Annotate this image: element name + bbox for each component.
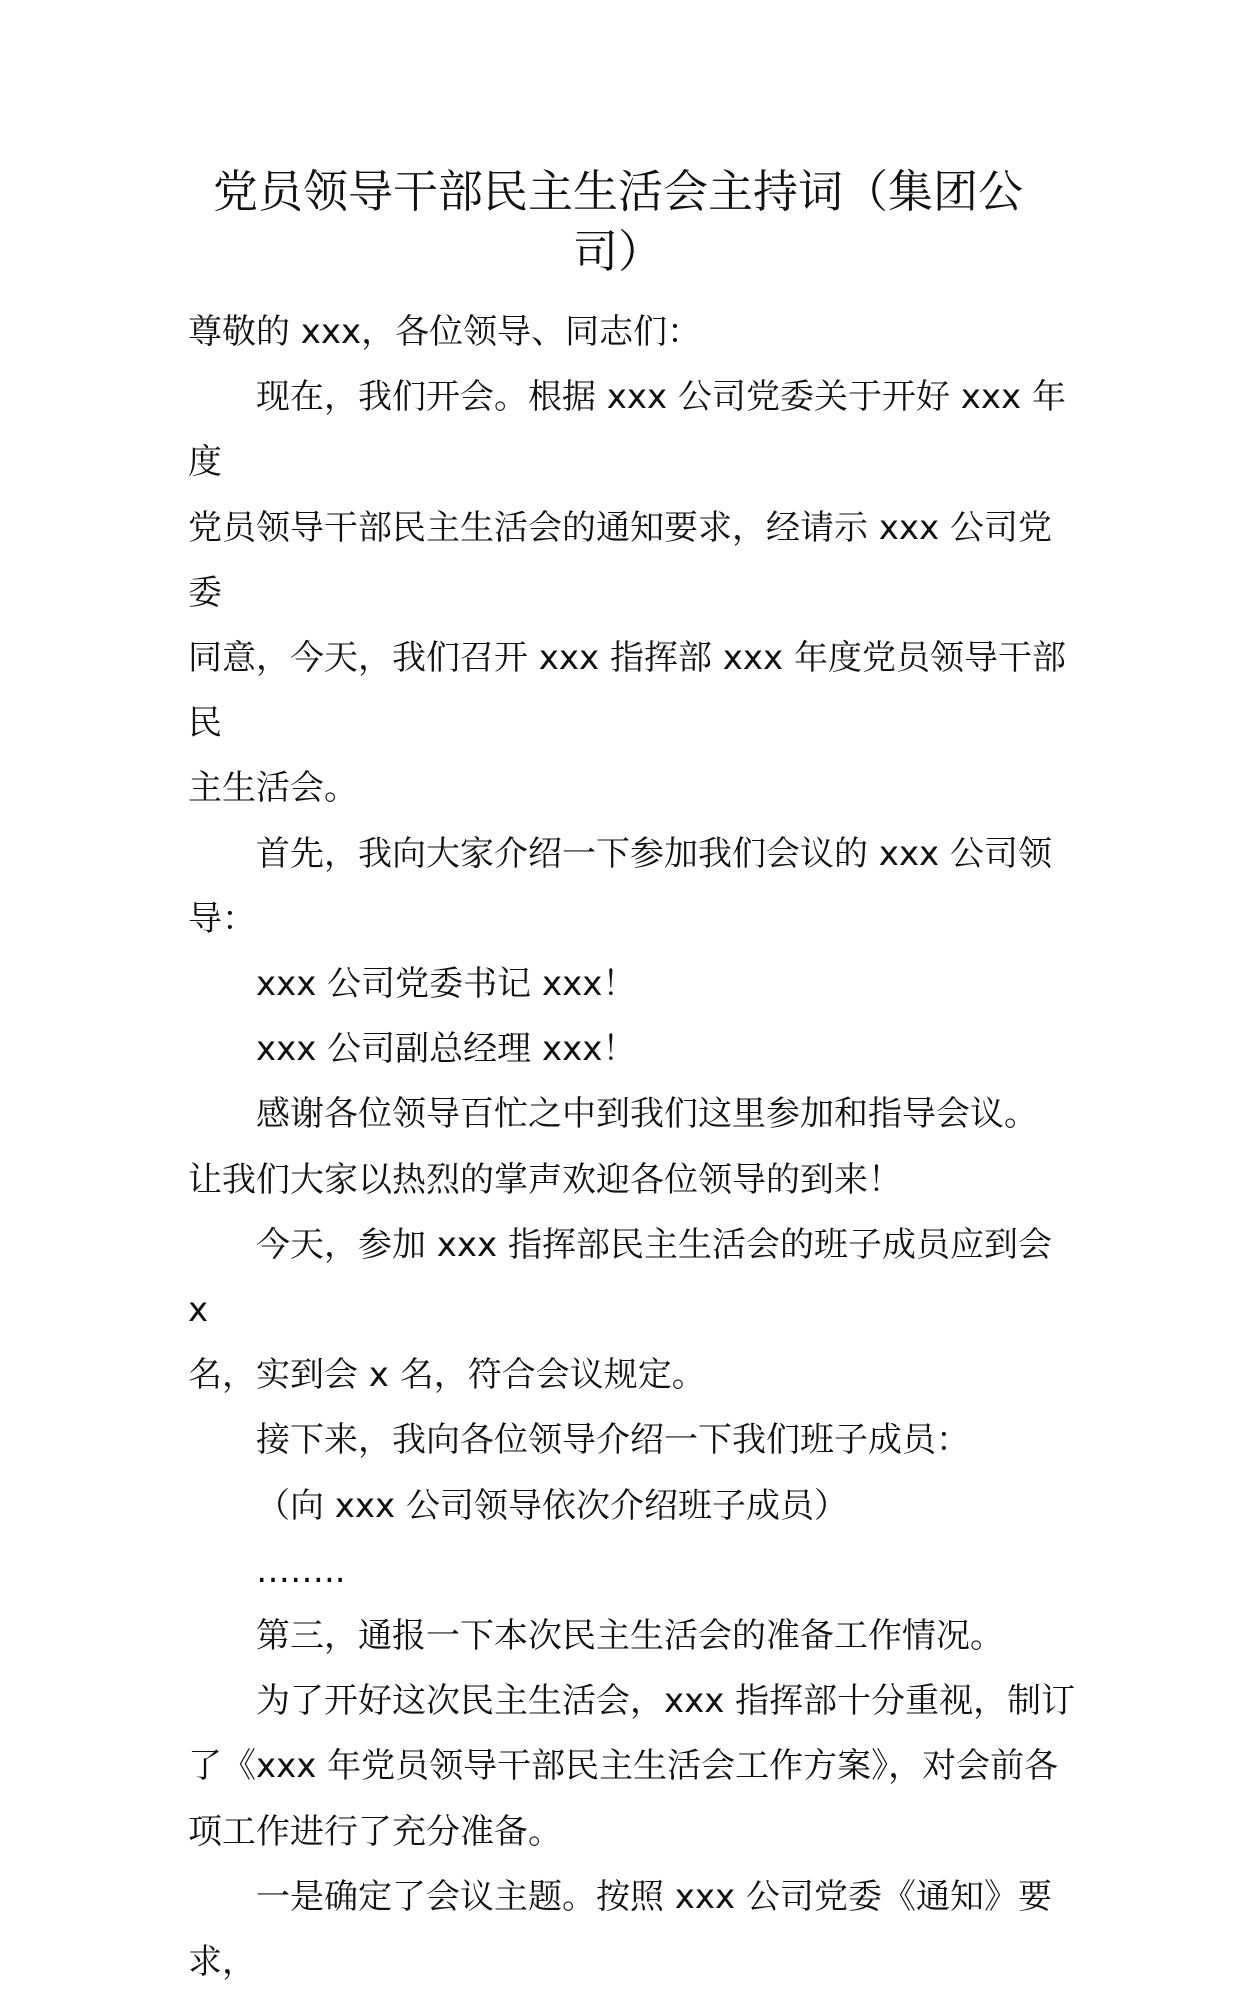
body-line: 了《xxx 年党员领导干部民主生活会工作方案》，对会前各 [188,1746,1059,1787]
body-line: 主生活会。 [188,768,358,809]
body-line: 第三，通报一下本次民主生活会的准备工作情况。 [256,1616,1004,1657]
body-line: 首先，我向大家介绍一下参加我们会议的 xxx 公司领导： [188,833,1052,939]
body-line: （向 xxx 公司领导依次介绍班子成员） [256,1485,848,1526]
document-title [188,162,1048,282]
body-line: 今天，参加 xxx 指挥部民主生活会的班子成员应到会 x [188,1224,1052,1331]
body-line: 同意，今天，我们召开 xxx 指挥部 xxx 年度党员领导干部民 [188,638,1066,744]
title-line-1: 党员领导干部民主生活会主持词（集团公 [212,165,1023,218]
body-line: 接下来，我向各位领导介绍一下我们班子成员： [256,1420,970,1461]
body-line: 为了开好这次民主生活会，xxx 指挥部十分重视，制订 [256,1681,1076,1722]
body-line: 让我们大家以热烈的掌声欢迎各位领导的到来！ [188,1159,902,1200]
body-line: xxx 公司党委书记 xxx！ [256,964,637,1005]
body-line: 党员领导干部民主生活会的通知要求，经请示 xxx 公司党委 [188,507,1052,613]
body-line: xxx 公司副总经理 xxx！ [256,1029,637,1070]
document-body [188,300,1078,1995]
body-line: 名，实到会 x 名，符合会议规定。 [188,1355,706,1396]
body-line: 项工作进行了充分准备。 [188,1811,562,1852]
body-line: 尊敬的 xxx，各位领导、同志们： [188,312,702,352]
body-line: …….. [256,1550,346,1591]
title-line-2: 司） [572,225,663,278]
body-line: 一是确定了会议主题。按照 xxx 公司党委《通知》要求， [188,1876,1052,1983]
body-line: 感谢各位领导百忙之中到我们这里参加和指导会议。 [256,1094,1038,1135]
body-line: 现在，我们开会。根据 xxx 公司党委关于开好 xxx 年度 [188,377,1066,483]
